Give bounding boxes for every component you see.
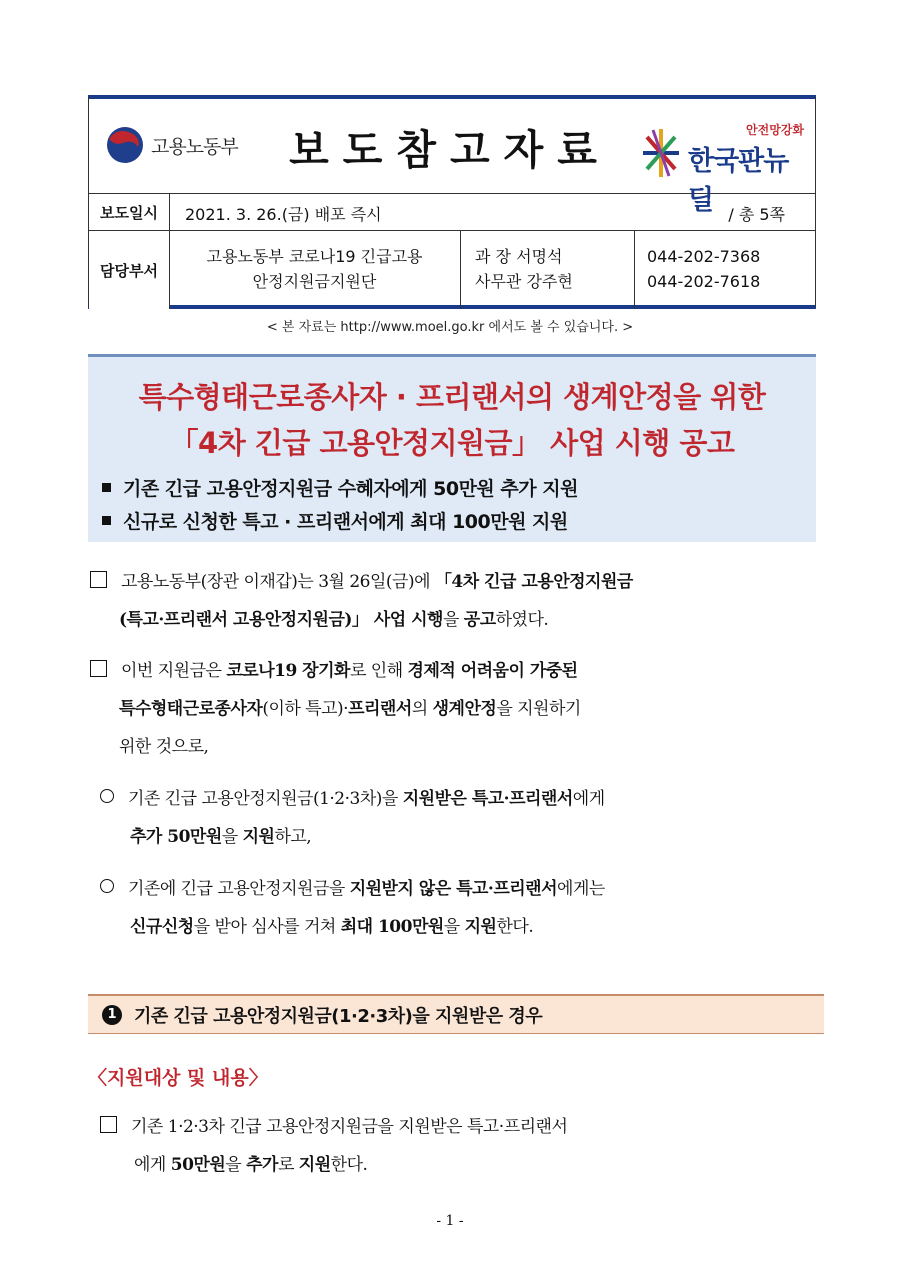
body-paragraph bbox=[90, 652, 581, 766]
text-run: 을 지원하기 bbox=[496, 699, 581, 719]
text-run: 을 bbox=[221, 827, 243, 847]
department-line: 고용노동부 코로나19 긴급고용 bbox=[206, 247, 423, 266]
text-run: 하였다. bbox=[495, 610, 549, 630]
body-paragraph bbox=[100, 1108, 567, 1184]
newdeal-tagline: 안전망강화 bbox=[746, 123, 804, 137]
ministry-name: 고용노동부 bbox=[151, 135, 238, 158]
text-run: 특수형태근로종사자 bbox=[119, 699, 263, 719]
department-name bbox=[169, 231, 461, 309]
checkbox-bullet-icon bbox=[90, 571, 107, 588]
text-run: 코로나19 장기화 bbox=[226, 661, 350, 681]
release-date-value: 2021. 3. 26.(금) 배포 즉시 bbox=[185, 205, 382, 224]
press-header-table bbox=[88, 95, 816, 309]
text-run: 에게 bbox=[572, 789, 605, 809]
text-run: 지원 bbox=[464, 917, 497, 937]
text-run: 프리랜서 bbox=[348, 699, 412, 719]
text-run: 을 bbox=[225, 1155, 247, 1175]
summary-bullet-text: 신규로 신청한 특고 · 프리랜서에게 최대 100만원 지원 bbox=[123, 511, 568, 533]
text-run: 의 bbox=[411, 699, 433, 719]
text-run: 지원 bbox=[298, 1155, 331, 1175]
checkbox-bullet-icon bbox=[90, 660, 107, 677]
text-run: 생계안정 bbox=[432, 699, 497, 719]
text-run: 을 받아 심사를 거쳐 bbox=[193, 917, 341, 937]
text-run: 을 bbox=[443, 917, 465, 937]
text-run: 고용노동부(장관 이재갑)는 3월 26일(금)에 bbox=[121, 572, 435, 592]
square-bullet-icon bbox=[102, 483, 111, 492]
section-heading-bar bbox=[88, 994, 824, 1034]
text-run: 기존 긴급 고용안정지원금(1·2·3차)을 bbox=[128, 789, 403, 809]
body-subparagraph bbox=[100, 780, 605, 856]
department-line: 안정지원금지원단 bbox=[252, 272, 377, 291]
text-run: 50만원 bbox=[170, 1155, 226, 1175]
headline-line: 특수형태근로종사자 · 프리랜서의 생계안정을 위한 bbox=[138, 380, 766, 414]
text-run: 지원받지 않은 특고·프리랜서 bbox=[349, 879, 558, 899]
text-run: 「4차 긴급 고용안정지원금 bbox=[434, 572, 633, 592]
body-subparagraph bbox=[100, 870, 605, 946]
contact-person: 과 장 서명석 bbox=[475, 247, 563, 266]
text-run: 에게는 bbox=[557, 879, 605, 899]
contact-phones bbox=[635, 231, 817, 309]
section-number-badge: 1 bbox=[102, 1005, 122, 1025]
text-run: 한다. bbox=[330, 1155, 368, 1175]
circle-bullet-icon bbox=[100, 879, 114, 893]
square-bullet-icon bbox=[102, 516, 111, 525]
text-run: 최대 100만원 bbox=[340, 917, 444, 937]
headline-line: 「4차 긴급 고용안정지원금」 사업 시행 공고 bbox=[169, 426, 735, 460]
phone-number: 044-202-7618 bbox=[647, 272, 761, 291]
text-run: 공고 bbox=[463, 610, 496, 630]
text-run: (특고·프리랜서 고용안정지원금)」 사업 시행 bbox=[119, 610, 443, 630]
ministry-logo bbox=[105, 125, 238, 165]
phone-number: 044-202-7368 bbox=[647, 247, 761, 266]
text-run: 기존 1·2·3차 긴급 고용안정지원금을 지원받은 특고·프리랜서 bbox=[131, 1117, 568, 1137]
text-run: 위한 것으로, bbox=[119, 737, 209, 757]
department-row bbox=[89, 231, 815, 309]
section-title: 기존 긴급 고용안정지원금(1·2·3차)을 지원받은 경우 bbox=[134, 1005, 543, 1027]
department-label: 담당부서 bbox=[89, 231, 170, 309]
contact-persons bbox=[461, 231, 635, 309]
newdeal-starburst-icon bbox=[640, 127, 682, 179]
text-run: 한다. bbox=[496, 917, 534, 937]
total-pages: / 총 5쪽 bbox=[728, 205, 785, 224]
contact-person: 사무관 강주현 bbox=[475, 272, 573, 291]
summary-bullet-text: 기존 긴급 고용안정지원금 수혜자에게 50만원 추가 지원 bbox=[123, 478, 578, 500]
text-run: 신규신청 bbox=[130, 917, 194, 937]
release-date-label: 보도일시 bbox=[89, 194, 170, 230]
text-run: 추가 bbox=[246, 1155, 278, 1175]
text-run: 을 bbox=[442, 610, 464, 630]
text-run: (이하 특고)· bbox=[262, 699, 349, 719]
text-run: 경제적 어려움이 가중된 bbox=[407, 661, 578, 681]
checkbox-bullet-icon bbox=[100, 1116, 117, 1133]
website-note: < 본 자료는 http://www.moel.go.kr 에서도 볼 수 있습니다. > bbox=[266, 320, 634, 335]
circle-bullet-icon bbox=[100, 789, 114, 803]
text-run: 지원 bbox=[242, 827, 275, 847]
taegeuk-emblem-icon bbox=[105, 125, 145, 165]
summary-bullet bbox=[102, 474, 578, 501]
page-number: - 1 - bbox=[436, 1213, 464, 1229]
document-title: 보도참고자료 bbox=[289, 126, 611, 174]
text-run: 하고, bbox=[274, 827, 312, 847]
text-run: 에게 bbox=[134, 1155, 171, 1175]
support-target-heading: 〈지원대상 및 내용〉 bbox=[88, 1067, 268, 1089]
summary-bullet bbox=[102, 507, 568, 534]
text-run: 로 인해 bbox=[349, 661, 408, 681]
text-run: 지원받은 특고·프리랜서 bbox=[402, 789, 573, 809]
release-date-row bbox=[89, 194, 815, 231]
text-run: 로 bbox=[277, 1155, 299, 1175]
text-run: 기존에 긴급 고용안정지원금을 bbox=[128, 879, 350, 899]
text-run: 추가 50만원 bbox=[130, 827, 222, 847]
text-run: 이번 지원금은 bbox=[121, 661, 227, 681]
newdeal-name: 한국판뉴딜 bbox=[688, 146, 789, 216]
body-paragraph bbox=[90, 563, 633, 639]
headline-box bbox=[88, 354, 816, 542]
